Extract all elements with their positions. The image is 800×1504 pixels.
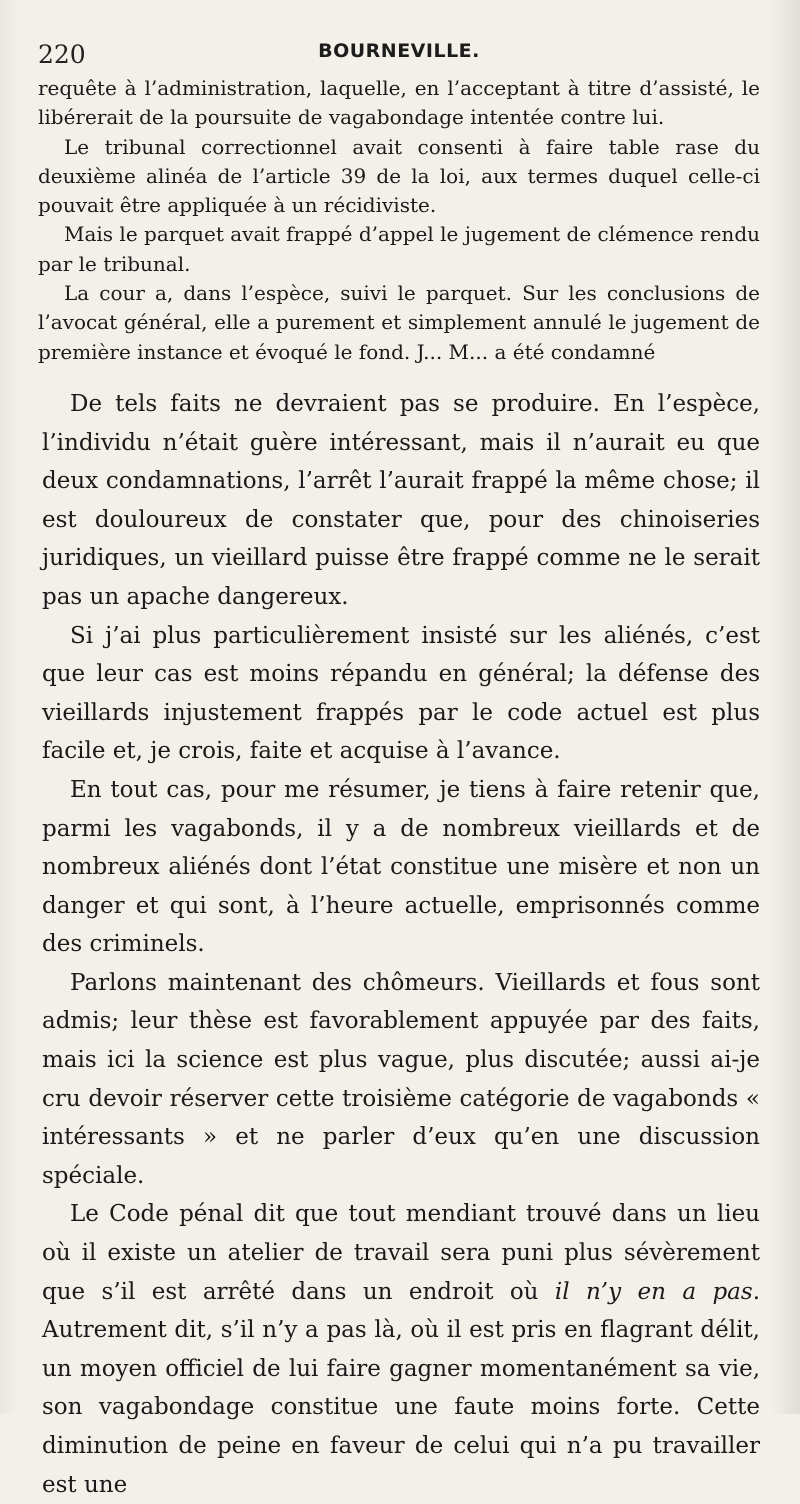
- running-title: BOURNEVILLE.: [318, 40, 480, 62]
- body-text-segment: Le Code pénal dit que tout mendiant trouvé dans un lieu où il existe un atelier de travail sera puni plus sévèrement que s’il est arrêté dans un endroit où: [42, 1201, 760, 1305]
- body-paragraph-last: [42, 1195, 760, 1504]
- body-paragraph: Si j’ai plus particulièrement insisté sur les aliénés, c’est que leur cas est moins répandu en général; la défense des vieillards injustement frappés par le code actuel est plus facile et, je crois, faite et acquise à l’avance.: [42, 622, 760, 765]
- body-paragraph: Parlons maintenant des chômeurs. Vieillards et fous sont admis; leur thèse est favorablement appuyée par des faits, mais ici la science est plus vague, plus discutée; aussi ai-je cru devoir réserver cette troisième catégorie de vagabonds « intéressants » et ne parler d’eux qu’en une discussion spéciale.: [42, 969, 760, 1189]
- quote-paragraph: La cour a, dans l’espèce, suivi le parquet. Sur les conclusions de l’avocat général, elle a purement et simplement annulé le jugement de première instance et évoqué le fond. J... M... a été condamné: [38, 281, 760, 364]
- body-paragraph: De tels faits ne devraient pas se produire. En l’espèce, l’individu n’était guère intéressant, mais il n’aurait eu que deux condamnations, l’arrêt l’aurait frappé la même chose; il est douloureux de constater que, pour des chinoiseries juridiques, un vieillard puisse être frappé comme ne le serait pas un apache dangereux.: [42, 390, 760, 610]
- main-text: [38, 385, 760, 1504]
- page-number: 220: [38, 40, 86, 69]
- quote-paragraph: requête à l’administration, laquelle, en l’acceptant à titre d’assisté, le libérerait de la poursuite de vagabondage intentée contre lui.: [38, 76, 760, 130]
- running-head: [38, 28, 760, 68]
- quoted-report: [38, 74, 760, 367]
- body-text-segment: . Autrement dit, s’il n’y a pas là, où il est pris en flagrant délit, un moyen officiel de lui faire gagner momentanément sa vie, son vagabondage constitue une faute moins forte. Cette diminution de peine en faveur de celui qui n’a pu travailler est une: [42, 1278, 760, 1498]
- quote-paragraph: Mais le parquet avait frappé d’appel le jugement de clémence rendu par le tribunal.: [38, 222, 760, 276]
- quote-paragraph: Le tribunal correctionnel avait consenti à faire table rase du deuxième alinéa de l’article 39 de la loi, aux termes duquel celle-ci pouvait être appliquée à un récidiviste.: [38, 134, 760, 218]
- italic-phrase: il n’y en a pas: [554, 1278, 753, 1305]
- body-paragraph: En tout cas, pour me résumer, je tiens à faire retenir que, parmi les vagabonds, il y a de nombreux vieillards et de nombreux aliénés dont l’état constitue une misère et non un danger et qui sont, à l’heure actuelle, emprisonnés comme des criminels.: [42, 776, 760, 958]
